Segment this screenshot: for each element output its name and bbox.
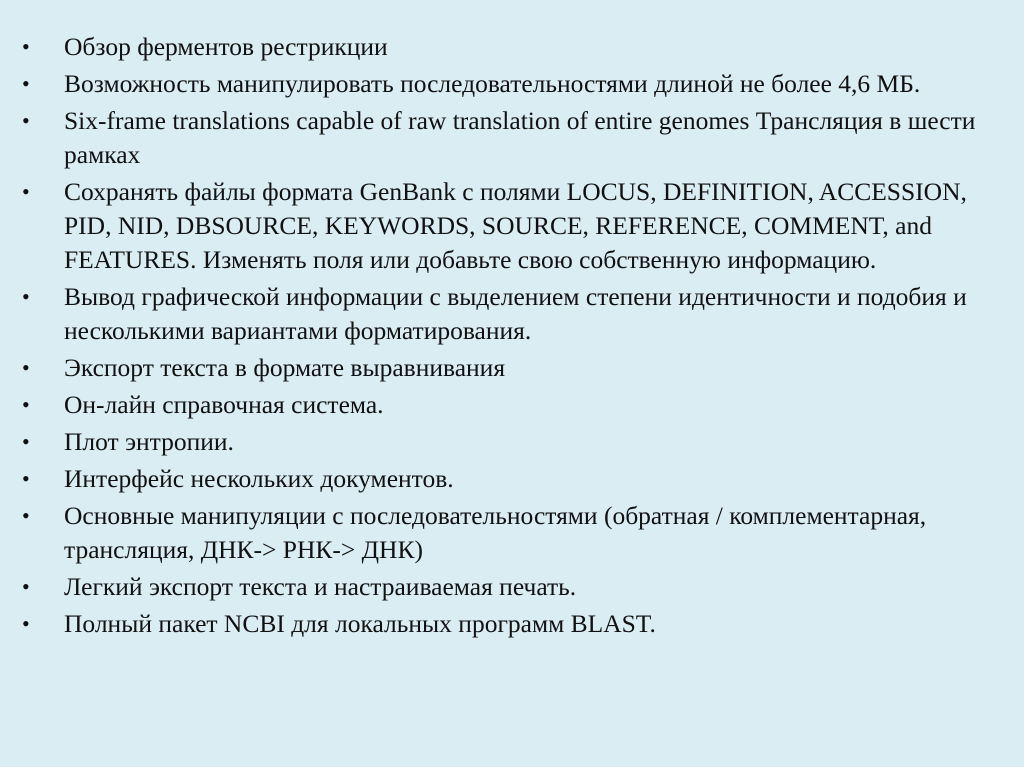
bullet-icon: • bbox=[22, 574, 30, 599]
list-item-text: Легкий экспорт текста и настраиваемая печать. bbox=[64, 572, 577, 601]
bullet-icon: • bbox=[22, 466, 30, 491]
list-item bbox=[0, 280, 1024, 348]
bullet-icon: • bbox=[22, 34, 30, 59]
bullet-icon: • bbox=[22, 503, 30, 528]
bullet-icon: • bbox=[22, 611, 30, 636]
list-item bbox=[0, 30, 1024, 64]
list-item bbox=[0, 425, 1024, 459]
list-item bbox=[0, 462, 1024, 496]
list-item bbox=[0, 104, 1024, 172]
list-item-text: Вывод графической информации с выделением степени идентичности и подобия и несколькими вариантами форматирования. bbox=[64, 282, 967, 345]
list-item-text: Полный пакет NCBI для локальных программ BLAST. bbox=[64, 609, 656, 638]
list-item bbox=[0, 351, 1024, 385]
bullet-icon: • bbox=[22, 429, 30, 454]
list-item bbox=[0, 175, 1024, 277]
list-item-text: Плот энтропии. bbox=[64, 427, 234, 456]
list-item-text: Он-лайн справочная система. bbox=[64, 390, 384, 419]
bullet-icon: • bbox=[22, 71, 30, 96]
list-item-text: Основные манипуляции с последовательностями (обратная / комплементарная, трансляция, ДНК-> РНК-> ДНК) bbox=[64, 501, 927, 564]
bullet-icon: • bbox=[22, 108, 30, 133]
list-item-text: Интерфейс нескольких документов. bbox=[64, 464, 454, 493]
list-item-text: Возможность манипулировать последовательностями длиной не более 4,6 МБ. bbox=[64, 69, 921, 98]
list-item bbox=[0, 388, 1024, 422]
list-item bbox=[0, 607, 1024, 641]
list-item-text: Экспорт текста в формате выравнивания bbox=[64, 353, 506, 382]
list-item bbox=[0, 570, 1024, 604]
bullet-icon: • bbox=[22, 284, 30, 309]
bullet-list bbox=[0, 30, 1024, 644]
list-item bbox=[0, 67, 1024, 101]
list-item-text: Сохранять файлы формата GenBank с полями LOCUS, DEFINITION, ACCESSION, PID, NID, DBSOURCE, KEYWORDS, SOURCE, REFERENCE, COMMENT, and FEATURES. Изменять поля или добавьте свою собственную информацию. bbox=[64, 177, 967, 274]
bullet-icon: • bbox=[22, 392, 30, 417]
bullet-icon: • bbox=[22, 179, 30, 204]
bullet-icon: • bbox=[22, 355, 30, 380]
list-item-text: Обзор ферментов рестрикции bbox=[64, 32, 388, 61]
list-item bbox=[0, 499, 1024, 567]
list-item-text: Six-frame translations capable of raw translation of entire genomes Трансляция в шести рамках bbox=[64, 106, 976, 169]
